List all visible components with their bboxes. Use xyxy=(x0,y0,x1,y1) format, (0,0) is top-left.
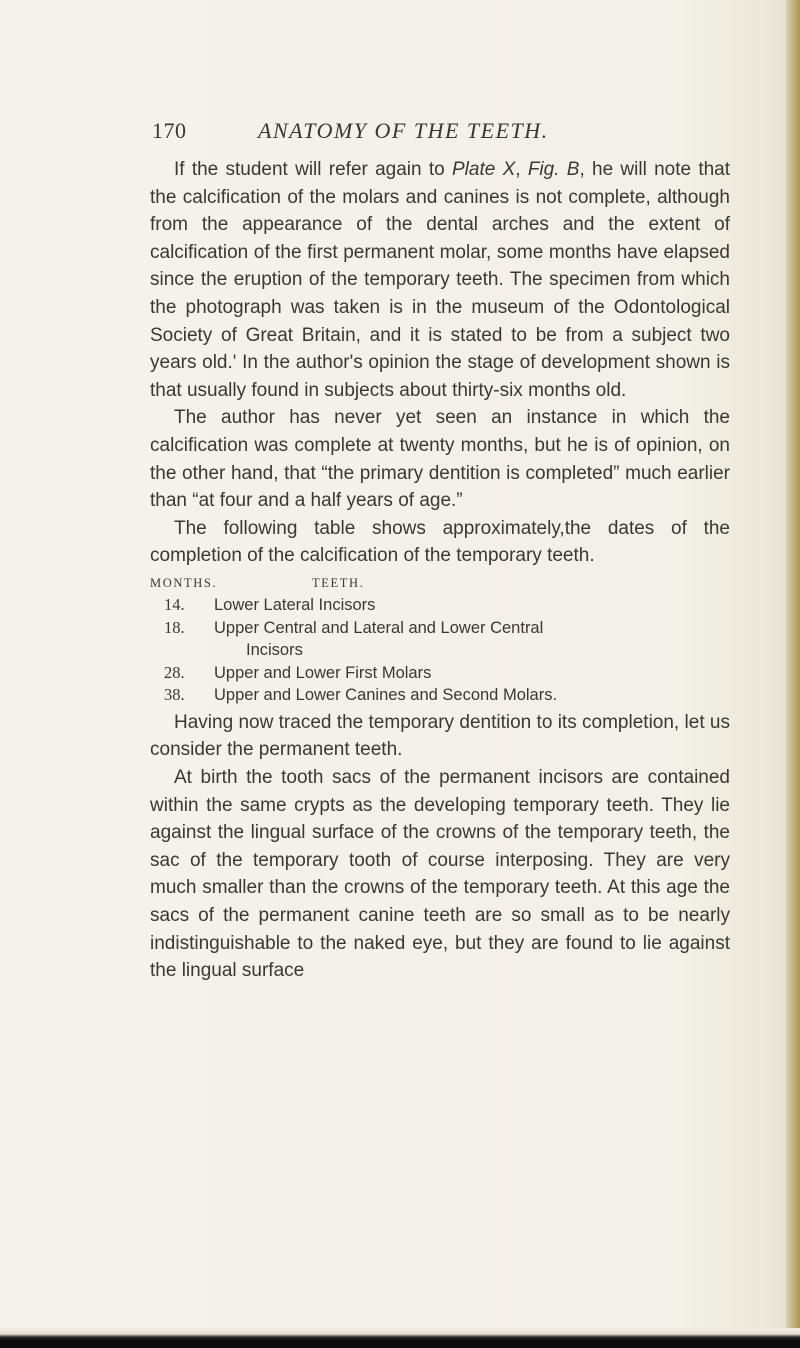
paragraph-text: , xyxy=(515,159,528,180)
teeth-label: Upper and Lower First Molars xyxy=(214,663,432,682)
paragraph xyxy=(150,764,730,985)
calcification-table xyxy=(150,572,730,707)
paragraph xyxy=(150,709,730,764)
table-row xyxy=(150,594,730,617)
table-rows xyxy=(150,594,730,707)
table-cell-months: 18. xyxy=(164,617,185,637)
paragraph xyxy=(150,156,730,404)
table-cell-teeth xyxy=(214,684,730,707)
paragraph xyxy=(150,515,730,570)
paragraph-text: The author has never yet seen an instance in which the calcification was complete at twenty months, but he is of opinion, on the other hand, that “the primary dentition is completed” much earlier than “at four and a half years of age.” xyxy=(150,407,730,512)
italic-reference: Plate X xyxy=(452,159,516,180)
paragraphs-before xyxy=(150,156,730,570)
page-number: 170 xyxy=(152,118,187,143)
paragraphs-after xyxy=(150,709,730,985)
teeth-label: Lower Lateral Incisors xyxy=(214,595,376,614)
paragraph xyxy=(150,404,730,514)
paragraph-text: , he will note that the calcification of the molars and canines is not complete, although from the appearance of the dental arches and the extent of calcification of the first permanent molar, some months have elapsed since the eruption of the temporary teeth. The specimen from which the photograph was taken is in the museum of the Odontological Society of Great Britain, and it is stated to be from a subject two years old.' In the author's opinion the stage of development shown is that usually found in subjects about thirty-six months old. xyxy=(150,159,731,401)
paragraph-text: Having now traced the temporary dentition to its completion, let us consider the permanent teeth. xyxy=(150,711,730,761)
paragraph-text: If the student will refer again to xyxy=(174,159,452,180)
page-edge-shadow xyxy=(786,0,800,1348)
teeth-label: Upper Central and Lateral and Lower Central xyxy=(214,618,544,637)
table-header xyxy=(150,572,730,594)
paragraph-text: At birth the tooth sacs of the permanent incisors are contained within the same crypts as the developing temporary teeth. They lie against the lingual surface of the crowns of the temporary teeth, the sac of the temporary tooth of course interposing. They are very much smaller than the crowns of the temporary teeth. At this age the sacs of the permanent canine teeth are so small as to be nearly indistinguishable to the naked eye, but they are found to lie against the lingual surface xyxy=(150,767,730,982)
table-header-months: MONTHS. xyxy=(150,575,218,590)
table-header-teeth: TEETH. xyxy=(312,575,365,590)
table-cell-teeth xyxy=(214,617,730,662)
table-cell-months: 14. xyxy=(164,594,185,614)
teeth-label: Upper and Lower Canines and Second Molars. xyxy=(214,686,558,705)
table-cell-teeth xyxy=(214,662,730,685)
bottom-binding-strip xyxy=(0,1328,800,1348)
italic-reference: Fig. B xyxy=(527,159,580,180)
table-cell-teeth xyxy=(214,594,730,617)
teeth-label-continuation: Incisors xyxy=(246,641,303,660)
running-head xyxy=(152,118,772,148)
table-cell-months: 28. xyxy=(164,662,185,682)
table-row xyxy=(150,684,730,707)
paragraph-text: The following table shows approximately,the dates of the completion of the calcification of the temporary teeth. xyxy=(150,517,730,567)
table-row xyxy=(150,662,730,685)
page-title: ANATOMY OF THE TEETH. xyxy=(258,118,549,143)
table-row xyxy=(150,617,730,662)
table-cell-months: 38. xyxy=(164,685,185,705)
body-text xyxy=(150,156,730,985)
